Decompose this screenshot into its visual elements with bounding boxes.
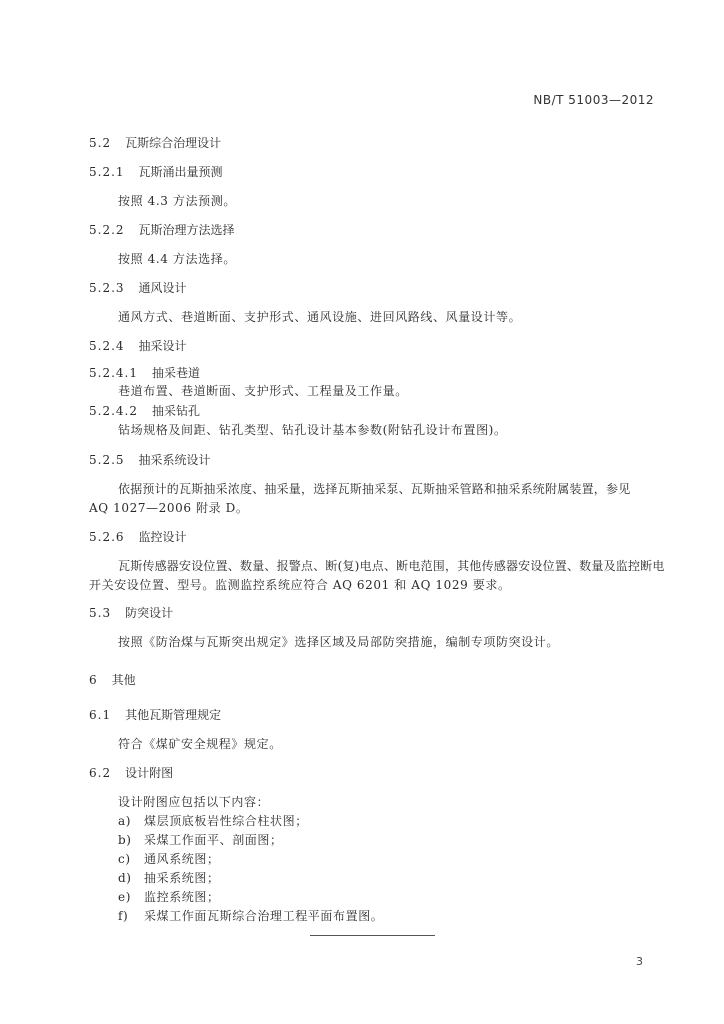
paragraph-continuation: 开关安设位置、型号。监测监控系统应符合 AQ 6201 和 AQ 1029 要求。 [89, 578, 511, 592]
list-item [118, 871, 220, 885]
end-rule [310, 935, 435, 936]
section-heading-6-2 [89, 766, 173, 780]
list-item [118, 890, 220, 904]
list-marker: d) [118, 871, 132, 885]
paragraph: 瓦斯传感器安设位置、数量、报警点、断(复)电点、断电范围，其他传感器安设位置、数量及监控断电 [118, 559, 665, 573]
section-heading-6 [89, 673, 136, 687]
section-heading-5-3 [89, 606, 173, 620]
list-text: 监控系统图； [144, 890, 220, 904]
section-number: 5.2.4.2 [89, 404, 138, 418]
list-item [118, 909, 383, 923]
list-item [118, 852, 220, 866]
section-heading-5-2-4-1 [89, 366, 200, 380]
list-marker: f) [118, 909, 129, 923]
section-number: 5.2.5 [89, 453, 125, 467]
page-number: 3 [636, 955, 643, 968]
list-text: 采煤工作面瓦斯综合治理工程平面布置图。 [144, 909, 384, 923]
section-number: 5.3 [89, 606, 112, 620]
section-title: 抽采巷道 [151, 366, 200, 380]
section-heading-5-2-4-2 [89, 404, 200, 418]
section-number: 6.1 [89, 708, 112, 722]
section-title: 瓦斯涌出量预测 [138, 165, 223, 179]
section-title: 其他 [111, 673, 136, 687]
section-number: 6 [89, 673, 98, 687]
list-marker: e) [118, 890, 131, 904]
standard-code-header: NB/T 51003—2012 [533, 93, 654, 107]
paragraph: 按照 4.4 方法选择。 [118, 252, 236, 266]
section-heading-5-2-6 [89, 530, 187, 544]
section-number: 6.2 [89, 766, 112, 780]
section-title: 防突设计 [125, 606, 174, 620]
paragraph: 巷道布置、巷道断面、支护形式、工程量及工作量。 [118, 384, 408, 398]
section-number: 5.2.4 [89, 339, 125, 353]
section-title: 抽采钻孔 [151, 404, 200, 418]
section-heading-6-1 [89, 708, 221, 722]
section-number: 5.2.6 [89, 530, 125, 544]
section-title: 设计附图 [125, 766, 174, 780]
list-text: 抽采系统图； [144, 871, 220, 885]
list-text: 通风系统图； [144, 852, 220, 866]
section-heading-5-2-2 [89, 223, 235, 237]
paragraph: 设计附图应包括以下内容： [118, 795, 270, 809]
section-number: 5.2.1 [89, 165, 125, 179]
list-marker: c) [118, 852, 131, 866]
list-item [118, 833, 283, 847]
paragraph-continuation: AQ 1027—2006 附录 D。 [89, 501, 249, 515]
section-heading-5-2 [89, 136, 221, 150]
section-title: 通风设计 [138, 281, 187, 295]
list-marker: b) [118, 833, 132, 847]
section-title: 抽采设计 [138, 339, 187, 353]
section-number: 5.2.4.1 [89, 366, 138, 380]
section-title: 监控设计 [138, 530, 187, 544]
paragraph: 按照 4.3 方法预测。 [118, 194, 236, 208]
section-number: 5.2.3 [89, 281, 125, 295]
section-title: 抽采系统设计 [138, 453, 211, 467]
section-heading-5-2-5 [89, 453, 211, 467]
list-marker: a) [118, 814, 132, 828]
paragraph: 钻场规格及间距、钻孔类型、钻孔设计基本参数(附钻孔设计布置图)。 [118, 423, 507, 437]
paragraph: 通风方式、巷道断面、支护形式、通风设施、进回风路线、风量设计等。 [118, 310, 522, 324]
section-heading-5-2-1 [89, 165, 223, 179]
paragraph: 依据预计的瓦斯抽采浓度、抽采量，选择瓦斯抽采泵、瓦斯抽采管路和抽采系统附属装置，参见 [118, 482, 631, 496]
list-text: 采煤工作面平、剖面图； [144, 833, 283, 847]
section-title: 瓦斯综合治理设计 [125, 136, 222, 150]
list-item [118, 814, 308, 828]
section-title: 其他瓦斯管理规定 [125, 708, 222, 722]
section-heading-5-2-4 [89, 339, 187, 353]
list-text: 煤层顶底板岩性综合柱状图； [144, 814, 308, 828]
section-number: 5.2 [89, 136, 112, 150]
section-title: 瓦斯治理方法选择 [138, 223, 235, 237]
section-number: 5.2.2 [89, 223, 125, 237]
paragraph: 符合《煤矿安全规程》规定。 [118, 737, 282, 751]
section-heading-5-2-3 [89, 281, 187, 295]
paragraph: 按照《防治煤与瓦斯突出规定》选择区域及局部防突措施，编制专项防突设计。 [118, 635, 560, 649]
